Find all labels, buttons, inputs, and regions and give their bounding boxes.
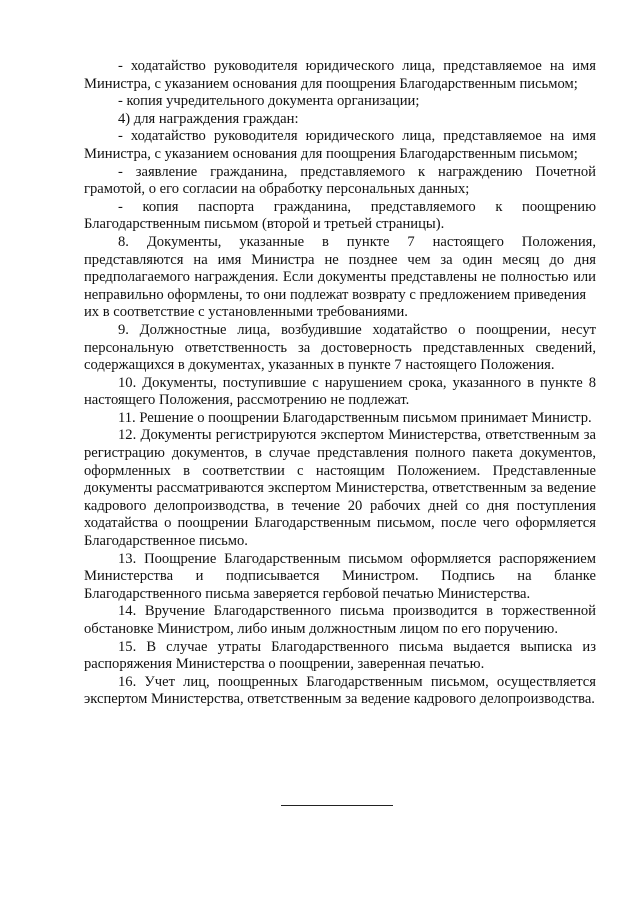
paragraph: 16. Учет лиц, поощренных Благодарственным письмом, осуществляется экспертом Министерства, ответственным за ведение кадрового делопроизводства. bbox=[84, 673, 596, 708]
paragraph: 4) для награждения граждан: bbox=[118, 110, 299, 127]
paragraph: 12. Документы регистрируются экспертом Министерства, ответственным за регистрацию документов, в случае представления полного пакета документов, оформленных в соответствии с настоящим Положением. Представленные документы рассматриваются экспертом Министерства, ответственным за ведение кадрового делопроизводства, в течение 20 рабочих дней со дня поступления ходатайства о поощрении Благодарственным письмом, после чего оформляется Благодарственное письмо. bbox=[84, 427, 596, 550]
document-body bbox=[84, 58, 596, 709]
paragraph: 10. Документы, поступившие с нарушением срока, указанного в пункте 8 настоящего Положения, рассмотрению не подлежат. bbox=[84, 374, 596, 409]
paragraph: 11. Решение о поощрении Благодарственным письмом принимает Министр. bbox=[118, 409, 592, 426]
paragraph: - ходатайство руководителя юридического лица, представляемое на имя Министра, с указанием основания для поощрения Благодарственным письмом; bbox=[84, 128, 596, 162]
paragraph: - копия учредительного документа организации; bbox=[118, 93, 420, 110]
paragraph: 8. Документы, указанные в пункте 7 настоящего Положения, представляются на имя Министра не позднее чем за один месяц до дня предполагаемого награждения. Если документы представлены не полностью или неправильно оформлены, то они подлежат возврату с предложением приведения bbox=[84, 233, 596, 303]
paragraph: - ходатайство руководителя юридического лица, представляемое на имя Министра, с указанием основания для поощрения Благодарственным письмом; bbox=[84, 58, 596, 92]
paragraph: - копия паспорта гражданина, представляемого к поощрению Благодарственным письмом (второй и третьей страницы). bbox=[84, 198, 596, 233]
paragraph: 9. Должностные лица, возбудившие ходатайство о поощрении, несут персональную ответственность за достоверность представленных сведений, содержащихся в документах, указанных в пункте 7 настоящего Положения. bbox=[84, 321, 596, 374]
paragraph: 15. В случае утраты Благодарственного письма выдается выписка из распоряжения Министерства о поощрении, заверенная печатью. bbox=[84, 638, 596, 673]
paragraph-continuation: их в соответствие с установленными требованиями. bbox=[84, 304, 408, 321]
paragraph: 14. Вручение Благодарственного письма производится в торжественной обстановке Министром, либо иным должностным лицом по его поручению. bbox=[84, 603, 596, 637]
end-of-document-rule bbox=[281, 805, 393, 806]
paragraph: - заявление гражданина, представляемого к награждению Почетной грамотой, о его согласии на обработку персональных данных; bbox=[84, 163, 596, 198]
paragraph: 13. Поощрение Благодарственным письмом оформляется распоряжением Министерства и подписывается Министром. Подпись на бланке Благодарственного письма заверяется гербовой печатью Министерства. bbox=[84, 550, 596, 602]
